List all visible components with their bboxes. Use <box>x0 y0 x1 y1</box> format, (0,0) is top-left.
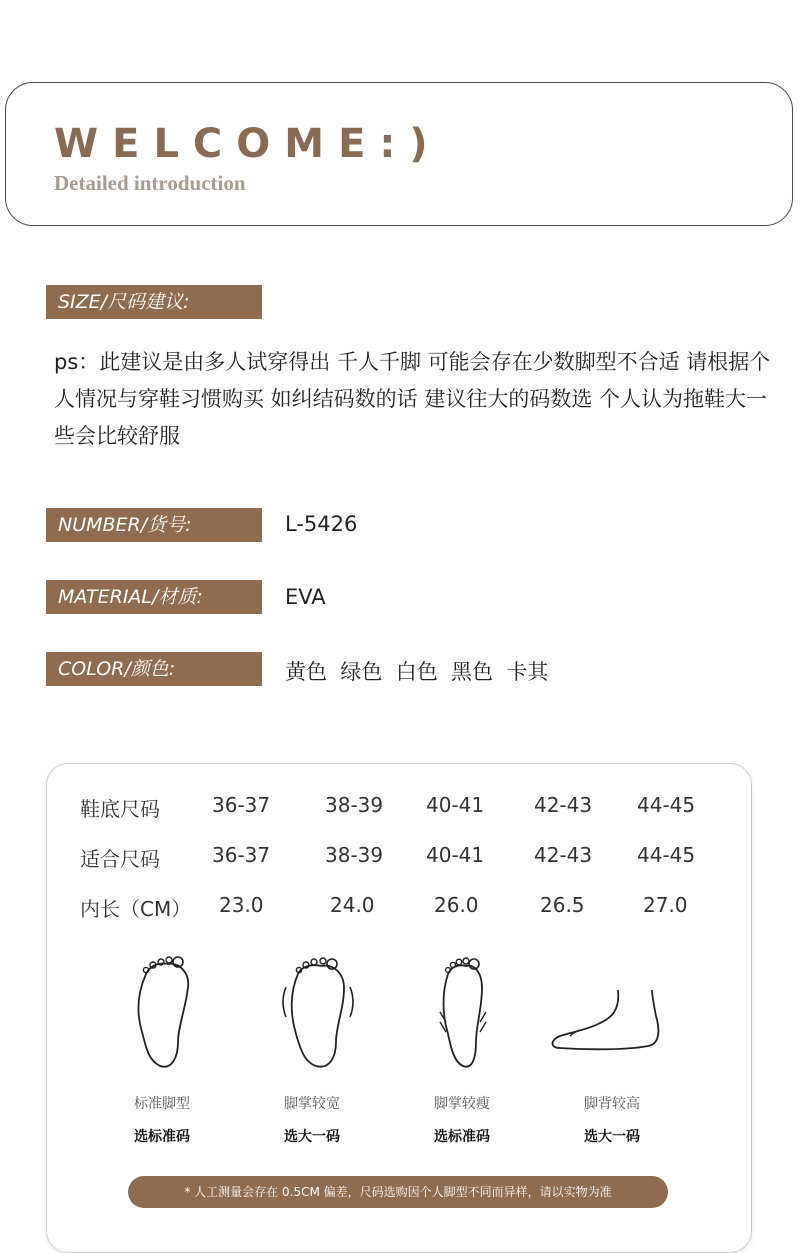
size-label: SIZE/尺码建议: <box>46 285 262 319</box>
welcome-title: WELCOME:) <box>54 121 442 167</box>
number-value: L-5426 <box>285 512 358 536</box>
wide-foot-icon <box>278 952 358 1072</box>
table-cell: 26.0 <box>434 893 479 917</box>
number-label: NUMBER/货号: <box>46 508 262 542</box>
foot-type-name: 脚掌较瘦 <box>434 1096 490 1112</box>
table-cell: 42-43 <box>534 793 593 817</box>
table-cell: 40-41 <box>426 793 485 817</box>
table-cell: 40-41 <box>426 843 485 867</box>
welcome-subtitle: Detailed introduction <box>54 171 246 195</box>
foot-type-advice: 选标准码 <box>434 1129 490 1145</box>
measurement-note: * 人工测量会存在 0.5CM 偏差，尺码选购因个人脚型不同而异样，请以实物为准 <box>128 1176 668 1208</box>
foot-type-name: 脚掌较宽 <box>284 1096 340 1112</box>
standard-foot-icon <box>128 952 198 1072</box>
table-row-header: 适合尺码 <box>80 847 160 871</box>
material-label: MATERIAL/材质: <box>46 580 262 614</box>
color-value: 黄色 绿色 白色 黑色 卡其 <box>285 660 549 684</box>
table-cell: 36-37 <box>212 843 271 867</box>
foot-type-name: 标准脚型 <box>134 1096 190 1112</box>
size-advice-text: ps：此建议是由多人试穿得出 千人千脚 可能会存在少数脚型不合适 请根据个人情况与穿鞋习惯购买 如纠结码数的话 建议往大的码数选 个人认为拖鞋大一些会比较舒服 <box>54 350 771 448</box>
table-cell: 26.5 <box>540 893 585 917</box>
narrow-foot-icon <box>428 952 498 1072</box>
high-instep-icon <box>548 980 668 1055</box>
foot-type-advice: 选大一码 <box>284 1129 340 1145</box>
welcome-box <box>5 82 793 226</box>
table-cell: 23.0 <box>219 893 264 917</box>
table-row-header: 鞋底尺码 <box>80 797 160 821</box>
table-cell: 38-39 <box>325 793 384 817</box>
table-row-header: 内长（CM） <box>80 897 192 921</box>
foot-type-advice: 选标准码 <box>134 1129 190 1145</box>
material-value: EVA <box>285 585 326 609</box>
table-cell: 42-43 <box>534 843 593 867</box>
foot-type-advice: 选大一码 <box>584 1129 640 1145</box>
table-cell: 24.0 <box>330 893 375 917</box>
color-label: COLOR/颜色: <box>46 652 262 686</box>
table-cell: 44-45 <box>637 843 696 867</box>
foot-type-name: 脚背较高 <box>584 1096 640 1112</box>
table-cell: 36-37 <box>212 793 271 817</box>
table-cell: 38-39 <box>325 843 384 867</box>
table-cell: 44-45 <box>637 793 696 817</box>
table-cell: 27.0 <box>643 893 688 917</box>
